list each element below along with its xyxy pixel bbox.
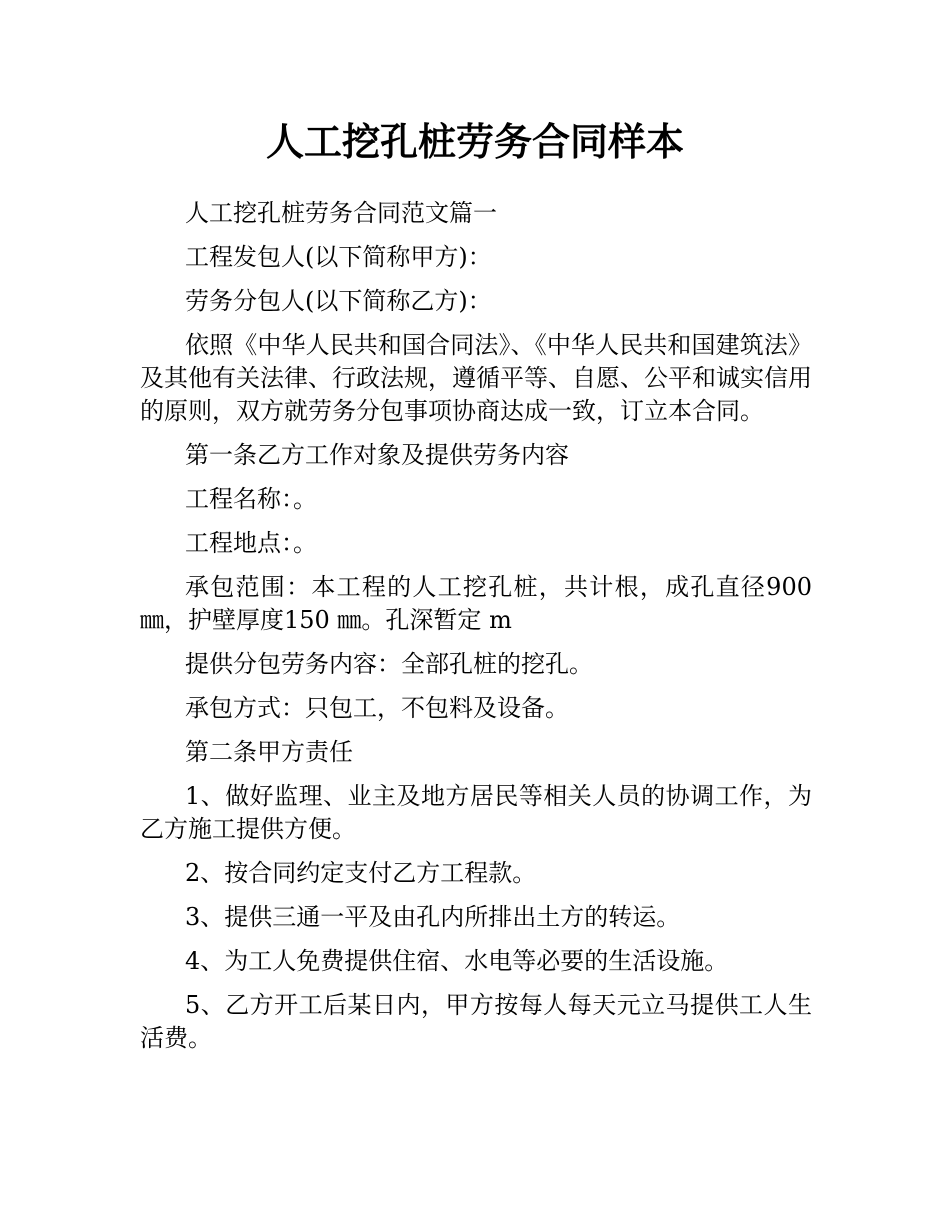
paragraph-party-a: 工程发包人(以下简称甲方)： <box>185 243 492 271</box>
paragraph-duty-2: 2、按合同约定支付乙方工程款。 <box>185 859 537 887</box>
paragraph-party-b: 劳务分包人(以下简称乙方)： <box>185 287 492 315</box>
paragraph-duty-1: 1、做好监理、业主及地方居民等相关人员的协调工作，为乙方施工提供方便。 <box>140 782 812 843</box>
paragraph-contract-scope: 承包范围：本工程的人工挖孔桩，共计根，成孔直径900 ㎜，护壁厚度150 ㎜。孔深暂定 m <box>140 573 812 634</box>
paragraph-project-location: 工程地点：。 <box>185 529 317 557</box>
paragraph-duty-5: 5、乙方开工后某日内，甲方按每人每天元立马提供工人生活费。 <box>140 991 812 1052</box>
paragraph-section-heading: 人工挖孔桩劳务合同范文篇一 <box>185 199 497 227</box>
paragraph-article-2-heading: 第二条甲方责任 <box>185 738 353 766</box>
paragraph-project-name: 工程名称：。 <box>185 485 317 513</box>
paragraph-duty-3: 3、提供三通一平及由孔内所排出土方的转运。 <box>185 903 681 931</box>
paragraph-article-1-heading: 第一条乙方工作对象及提供劳务内容 <box>185 441 569 469</box>
document-title: 人工挖孔桩劳务合同样本 <box>265 120 684 164</box>
paragraph-labor-content: 提供分包劳务内容：全部孔桩的挖孔。 <box>185 650 593 678</box>
paragraph-contract-method: 承包方式：只包工，不包料及设备。 <box>185 694 569 722</box>
document-body <box>140 197 812 1066</box>
paragraph-duty-4: 4、为工人免费提供住宿、水电等必要的生活设施。 <box>185 947 729 975</box>
paragraph-preamble: 依照《中华人民共和国合同法》、《中华人民共和国建筑法》及其他有关法律、行政法规，遵循平等、自愿、公平和诚实信用的原则，双方就劳务分包事项协商达成一致，订立本合同。 <box>140 331 812 425</box>
